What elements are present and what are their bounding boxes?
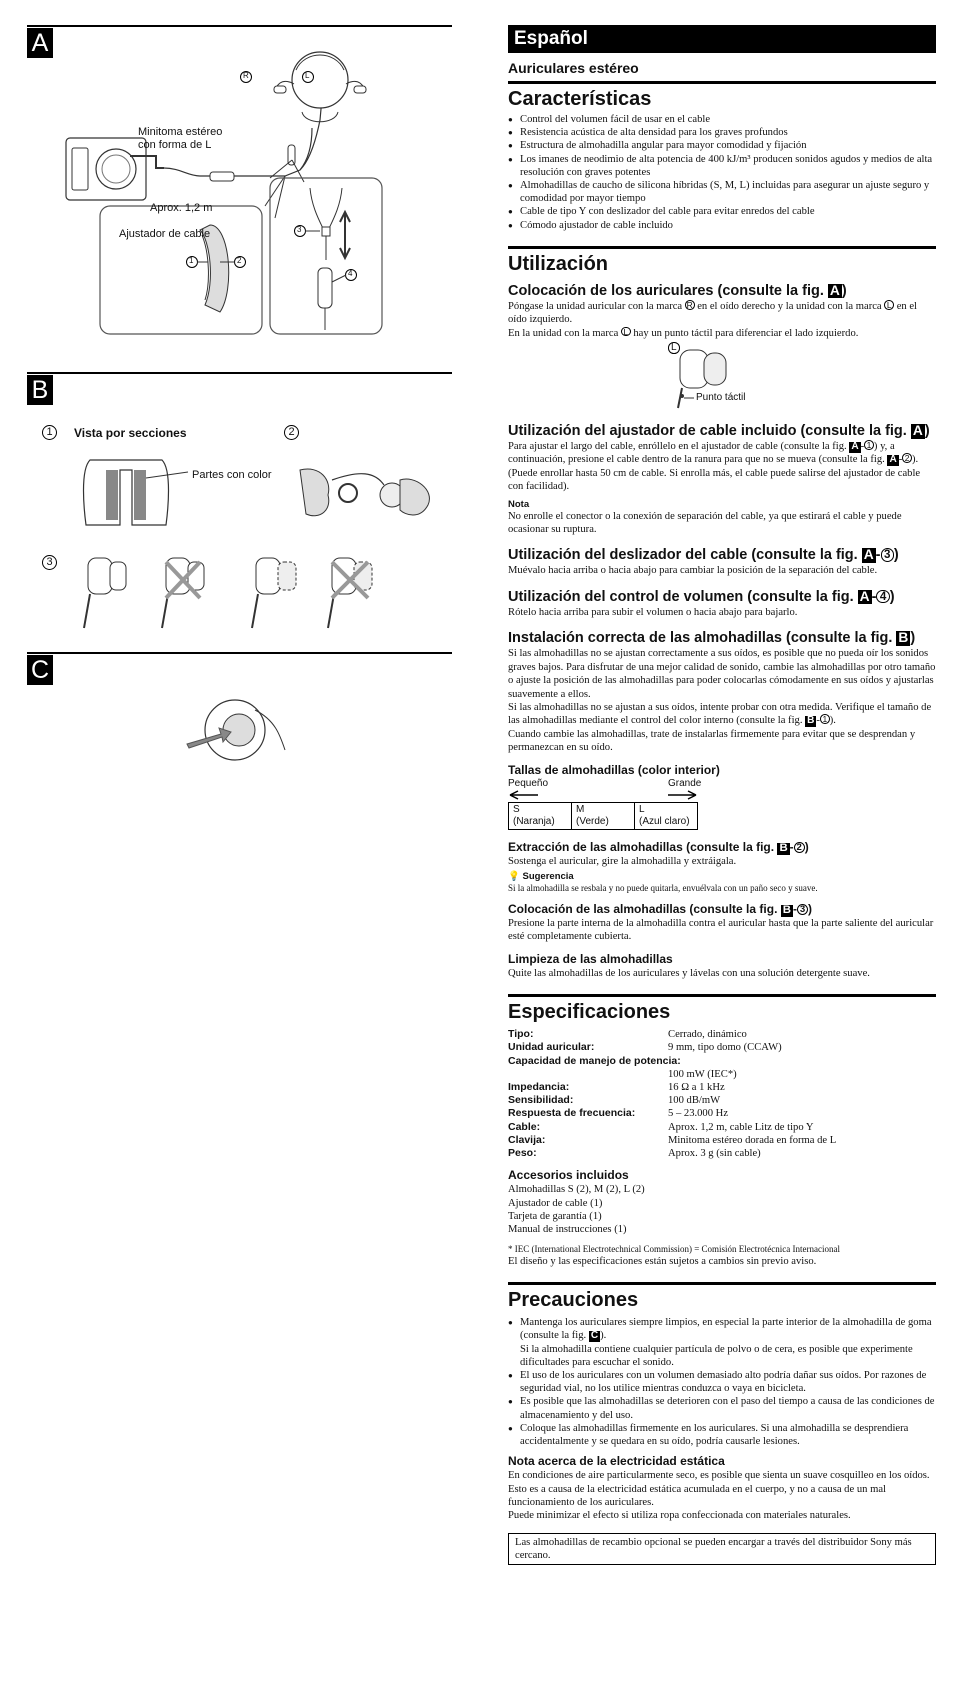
size-arrow-icon [508,790,698,800]
deslizador-text: Muévalo hacia arriba o hacia abajo para cambiar la posición de la separación del cable. [508,565,878,577]
product-name: Auriculares estéreo [508,60,639,76]
size-large-label: Grande [668,777,702,789]
list-item: ● El uso de los auriculares con un volumen demasiado alto podría dañar sus oídos. Por razones de seguridad vial, no los utilice mientras conduzca o vaya en bicicleta. [508,1369,936,1395]
size-cell: L (Azul claro) [635,802,698,829]
r-mark-icon: R [686,299,693,310]
lightbulb-icon: 💡 [508,870,520,882]
utilizacion-heading: Utilización [508,246,936,276]
section-c-rule [27,652,452,654]
fig-a-ajustador-label: Ajustador de cable [119,228,211,240]
fig-a-length-label: Aprox. 1,2 m [150,202,213,214]
section-b-rule [27,372,452,374]
tallas-heading: Tallas de almohadillas (color interior) [508,762,720,777]
list-item: ● Estructura de almohadilla angular para mayor comodidad y fijación [508,139,936,152]
size-cell: S (Naranja) [509,802,572,829]
num-ref: 1 [820,714,830,724]
fig-ref-b: B [782,903,791,916]
size-small-label: Pequeño [508,777,549,789]
iec-footnote: * IEC (International Electrotechnical Commission) = Comisión Electrotécnica Internacional [508,1243,840,1254]
list-item: ● Mantenga los auriculares siempre limpios, en especial la parte interior de la almohadilla de goma (consulte la fig. C ). Si la almohadilla contiene cualquier partícula de polvo o de cera, es posible que experimente dificultades para escuchar el sonido. [508,1316,936,1369]
especificaciones-heading: Especificaciones [508,994,936,1024]
section-a-rule [27,25,452,27]
list-item: ● Coloque las almohadillas firmemente en los auriculares. Si una almohadilla se desprendiera accidentalmente y se quedara en su oído, podría causarle lesiones. [508,1422,936,1448]
spec-row: Capacidad de manejo de potencia: [508,1054,681,1067]
fig-a-num-3: 3 [297,225,302,234]
accesorios-list [508,1183,936,1237]
colocacion-heading: Colocación de los auriculares (consulte la fig. A ) [508,282,847,299]
instalacion-heading: Instalación correcta de las almohadillas (consulte la fig. B ) [508,630,916,647]
num-ref: 2 [794,842,805,853]
list-item: ● Almohadillas de caucho de silicona híbridas (S, M, L) incluidas para asegurar un ajuste seguro y comodidad por mayor tiempo [508,179,936,205]
spec-row: Tipo: Cerrado, dinámico [508,1028,747,1041]
fig-a-num-1: 1 [189,256,194,265]
spanish-manual-column [508,25,936,1565]
sizes-table [508,802,698,830]
figure-b-illustration [70,450,450,630]
list-item: ● Control del volumen fácil de usar en el cable [508,113,936,126]
l-mark-icon: L [884,300,894,310]
spec-row: Cable: Aprox. 1,2 m, cable Litz de tipo Y [508,1120,814,1133]
list-item: ● Resistencia acústica de alta densidad para los graves profundos [508,126,936,139]
limpieza-text: Quite las almohadillas de los auriculares y lávelas con una solución detergente suave. [508,967,870,979]
specs-table [508,1028,936,1160]
volumen-text: Rótelo hacia arriba para subir el volumen o hacia abajo para bajarlo. [508,606,798,618]
figures-column [0,0,470,900]
replacement-note-box: Las almohadillas de recambio opcional se pueden encargar a través del distribuidor Sony más cercano. [508,1533,936,1565]
fig-a-num-4: 4 [348,269,353,278]
num-ref: 2 [902,453,912,463]
fig-a-l-mark: L [305,71,310,80]
electricidad-text-2: Puede minimizar el efecto si utiliza ropa confeccionada con materiales naturales. [508,1510,851,1522]
nota-text: No enrolle el conector o la conexión de separación del cable, ya que estirará el cable y puede ocasionar su ruptura. [508,510,902,536]
deslizador-heading: Utilización del deslizador del cable (consulte la fig. A - 3 ) [508,547,899,564]
list-item: ● Es posible que las almohadillas se deterioren con el paso del tiempo a causa de las condiciones de almacenamiento y del uso. [508,1395,936,1421]
fig-ref-a: A [859,588,870,604]
ajustador-paragraph: Para ajustar el largo del cable, enróllelo en el ajustador de cable (consulte la fig. A - 1 ) y, a continuación, presione el cable dentro de la ranura para que no se mueva (consulte la fig. A - 2 ). (Puede enrollar hasta 50 cm de cable. Si enrolla más, el cable puede salirse del ajustador de cable con facilidad). [508,440,921,493]
fig-b-num-3: 3 [42,555,57,570]
section-b-letter: B [27,375,53,405]
section-c-letter: C [27,655,53,685]
fig-l-mark-icon: L [668,342,680,354]
colocacion-almohadillas-heading: Colocación de las almohadillas (consulte la fig. B - 3 ) [508,901,813,916]
fig-ref-b: B [779,841,788,854]
punto-tactil-figure [508,340,936,412]
fig-ref-a: A [863,547,874,563]
language-header: Español [508,25,936,53]
figure-c-illustration [185,690,295,770]
list-item: Tarjeta de garantía (1) [508,1211,602,1223]
fig-a-minitoma-label: Minitoma estéreo con forma de L [138,126,223,151]
fig-ref-b: B [807,715,815,727]
ajustador-heading: Utilización del ajustador de cable incluido (consulte la fig. A ) [508,423,930,440]
size-scale [508,777,702,800]
disclaimer: El diseño y las especificaciones están sujetos a cambios sin previo aviso. [508,1255,817,1267]
accesorios-heading: Accesorios incluidos [508,1168,629,1183]
fig-ref-a: A [912,423,923,439]
spec-row: Peso: Aprox. 3 g (sin cable) [508,1147,761,1159]
l-mark-icon: L [621,327,631,337]
sugerencia-text: Si la almohadilla se resbala y no puede quitarla, envuélvala con un paño seco y suave. [508,882,818,893]
fig-ref-c: C [590,1330,599,1342]
extraccion-text: Sostenga el auricular, gire la almohadilla y extráigala. [508,855,737,867]
fig-ref-b: B [898,630,909,646]
spec-row: Unidad auricular: 9 mm, tipo domo (CCAW) [508,1041,782,1054]
fig-b-num-1: 1 [42,425,57,440]
list-item: Manual de instrucciones (1) [508,1224,627,1236]
caracteristicas-heading: Características [508,81,936,111]
extraccion-heading: Extracción de las almohadillas (consulte la fig. B - 2 ) [508,839,809,854]
electricidad-heading: Nota acerca de la electricidad estática [508,1454,725,1469]
fig-b-num-2: 2 [284,425,299,440]
list-item: Almohadillas S (2), M (2), L (2) [508,1184,645,1196]
figure-a-illustration [60,50,440,350]
sugerencia-heading: 💡 Sugerencia [508,870,574,882]
spec-row: Clavija: Minitoma estéreo dorada en forma de L [508,1133,837,1146]
fig-a-num-2: 2 [237,256,242,265]
nota-heading: Nota [508,498,530,510]
spec-row: Sensibilidad: 100 dB/mW [508,1094,721,1107]
punto-tactil-label: Punto táctil [696,392,746,404]
colocacion-almohadillas-text: Presione la parte interna de la almohadilla contra el auricular hasta que la parte saliente del auricular esté completamente cubierta. [508,917,934,943]
spec-row: Respuesta de frecuencia: 5 – 23.000 Hz [508,1107,729,1120]
fig-ref-a: A [829,282,840,298]
instalacion-paragraph: Si las almohadillas no se ajustan correctamente a sus oídos, es posible que no pueda oír los sonidos graves bajos. Para disfrutar de una mejor calidad de sonido, cambie las almohadillas por otro tamaño o ajuste la posición de las almohadillas para poder colocarlas cómodamente en sus oídos y ajustarlas suavemente a ellos. Si las almohadillas no se ajustan a sus oídos, intente probar con otra medida. Verifique el tamaño de las almohadillas mediante el control del color interno (consulte la fig. B - 1 ). Cuando cambie las almohadillas, trate de instalarlas firmemente para evitar que se desprendan y permanezcan en su oído. [508,648,936,754]
spec-row: 100 mW (IEC*) [668,1068,737,1080]
list-item: ● Los imanes de neodimio de alta potencia de 400 kJ/m³ producen sonidos agudos y medios de alta resolución con graves potentes [508,153,936,179]
fig-b-partes-label: Partes con color [192,469,272,481]
size-cell: M (Verde) [572,802,635,829]
num-ref: 3 [797,904,808,915]
fig-ref-a: A [889,454,897,466]
fig-b-vista-label: Vista por secciones [74,426,187,440]
list-item: ● Cómodo ajustador de cable incluido [508,219,936,232]
num-ref: 4 [876,590,889,603]
volumen-heading: Utilización del control de volumen (consulte la fig. A - 4 ) [508,588,895,605]
precauciones-list [508,1316,936,1448]
caracteristicas-list [508,113,936,232]
num-ref: 3 [881,548,894,561]
list-item: ● Cable de tipo Y con deslizador del cable para evitar enredos del cable [508,205,936,218]
spec-row: Impedancia: 16 Ω a 1 kHz [508,1080,725,1093]
section-a-letter: A [27,28,53,58]
precauciones-heading: Precauciones [508,1282,936,1312]
fig-ref-a: A [851,441,859,453]
colocacion-paragraph: Póngase la unidad auricular con la marca R en el oído derecho y la unidad con la marca L en el oído izquierdo. En la unidad con la marca L hay un punto táctil para diferenciar el lado izquierdo. [508,299,917,339]
num-ref: 1 [864,440,874,450]
fig-a-r-mark: R [243,71,249,80]
limpieza-heading: Limpieza de las almohadillas [508,951,673,966]
list-item: Ajustador de cable (1) [508,1197,603,1209]
electricidad-text-1: En condiciones de aire particularmente seco, es posible que sienta un suave cosquilleo en los oídos. Esto es a causa de la electricidad estática acumulada en el cuerpo, y no a causa de un mal funcionamiento de los auriculares. [508,1470,930,1509]
